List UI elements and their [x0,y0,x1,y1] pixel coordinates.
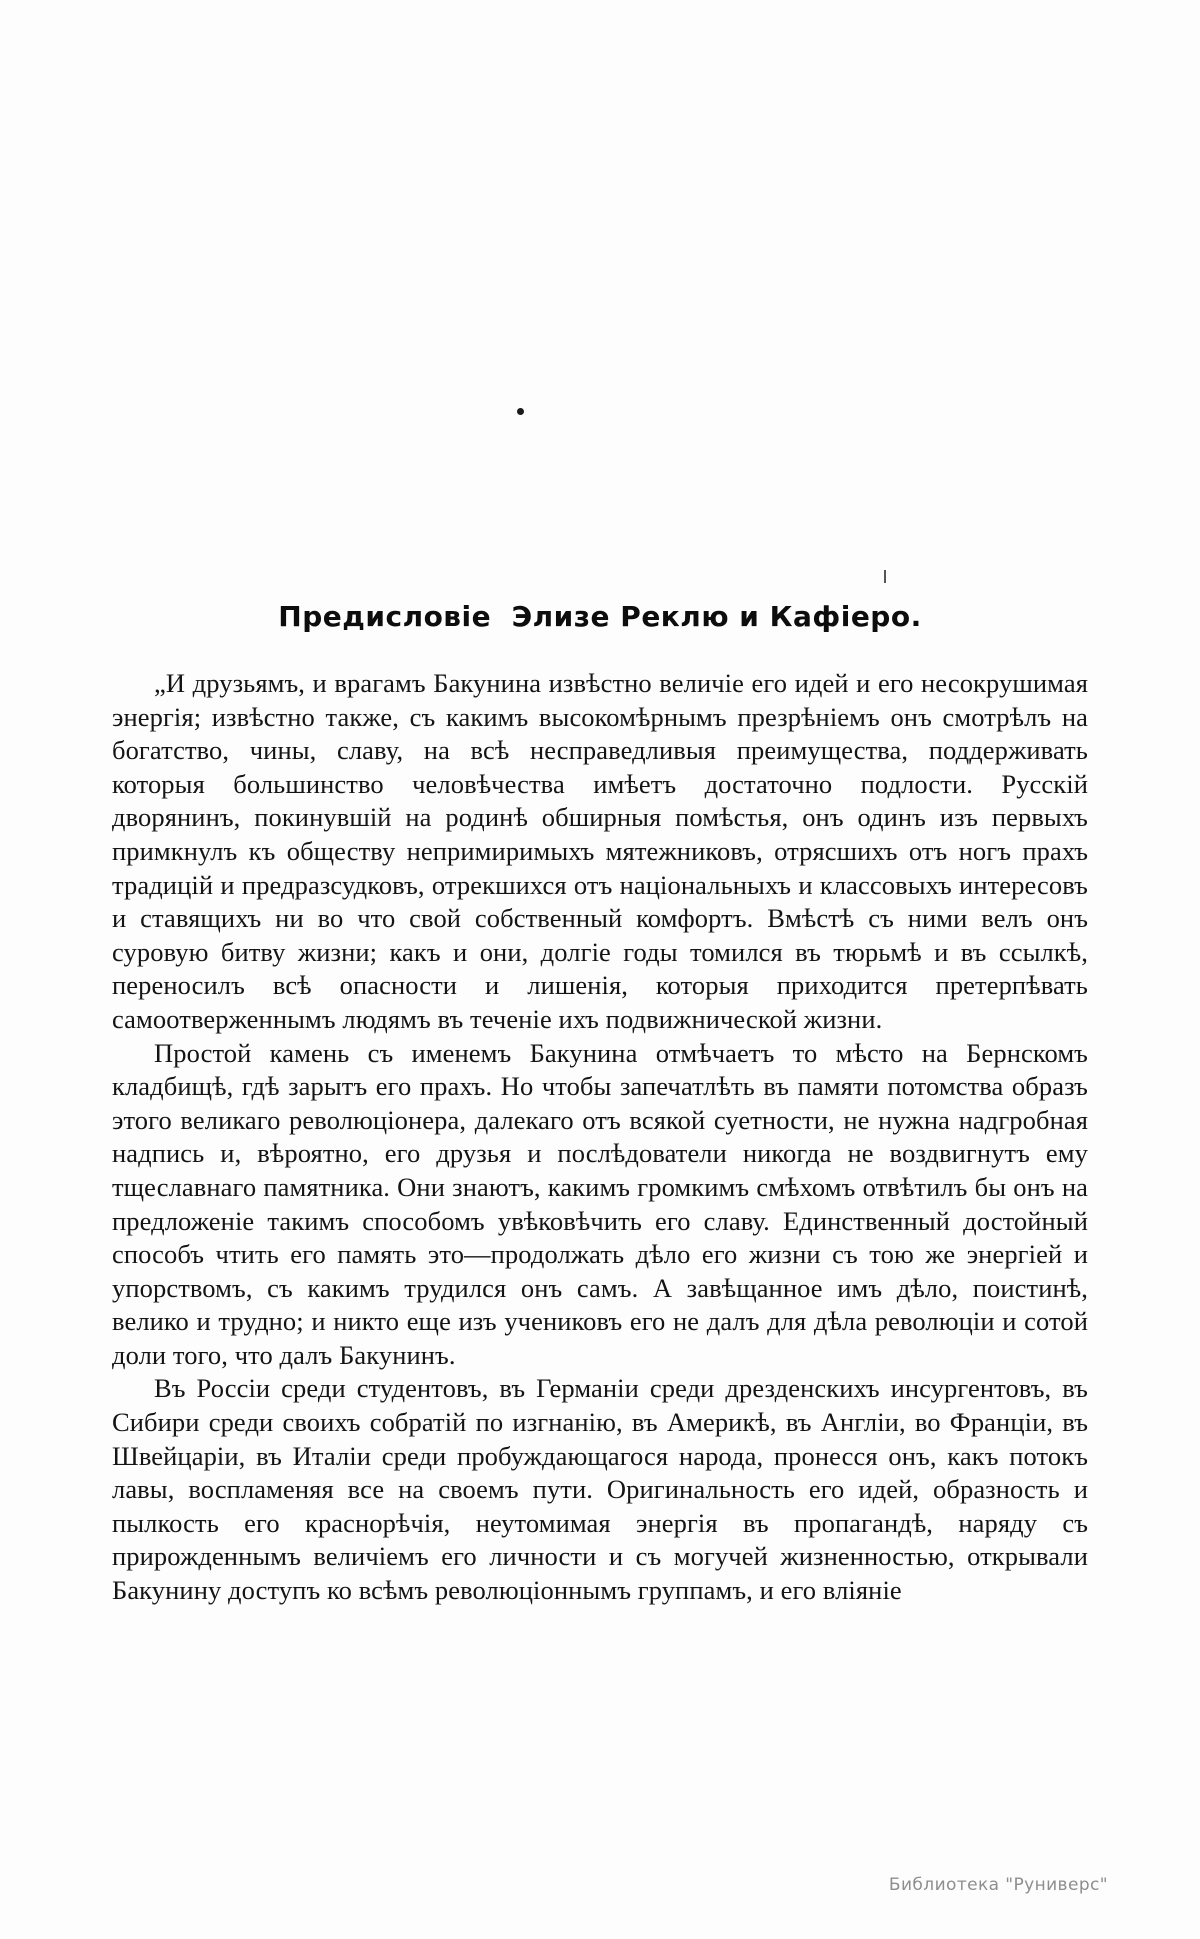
paragraph-text: Простой камень съ именемъ Бакунина отмѣчаетъ то мѣсто на Бернскомъ кладбищѣ, гдѣ зарытъ его прахъ. Но чтобы запечатлѣть въ памяти потомства образъ этого великаго революціонера, далекаго отъ всякой суетности, не нужна надгробная надпись и, вѣроятно, его друзья и послѣдователи никогда не воздвигнутъ ему тщеславнаго памятника. Они знаютъ, какимъ громкимъ смѣхомъ отвѣтилъ бы онъ на предложеніе такимъ способомъ увѣковѣчить его славу. Единственный достойный способъ чтить его память это—продолжать дѣло его жизни съ тою же энергіей и упорствомъ, съ какимъ трудился онъ самъ. А завѣщанное имъ дѣло, поистинѣ, велико и трудно; и никто еще изъ учениковъ его не далъ для дѣла революціи и сотой доли того, что далъ Бакунинъ. [112,1037,1088,1370]
paragraph-2 [112,1037,1088,1373]
page-title: Предисловіе Элизе Реклю и Кафіеро. [278,600,922,633]
paragraph-3 [112,1372,1088,1607]
text-column [112,600,1088,1608]
paragraph-text: „И друзьямъ, и врагамъ Бакунина извѣстно величіе его идей и его несокрушимая энергія; извѣстно также, съ какимъ высокомѣрнымъ презрѣніемъ онъ смотрѣлъ на богатство, чины, славу, на всѣ несправедливыя преимущества, поддерживать которыя большинство человѣчества имѣетъ достаточно подлости. Русскій дворянинъ, покинувшій на родинѣ обширныя помѣстья, онъ одинъ изъ первыхъ примкнулъ къ обществу непримиримыхъ мятежниковъ, отрясшихъ отъ ногъ прахъ традицій и предразсудковъ, отрекшихся отъ національныхъ и классовыхъ интересовъ и ставящихъ ни во что свой собственный комфортъ. Вмѣстѣ съ ними велъ онъ суровую битву жизни; какъ и они, долгіе годы томился въ тюрьмѣ и въ ссылкѣ, переносилъ всѣ опасности и лишенія, которыя приходится претерпѣвать самоотверженнымъ людямъ въ теченіе ихъ подвижнической жизни. [112,668,1088,1034]
paragraph-text: Въ Россіи среди студентовъ, въ Германіи среди дрезденскихъ инсургентовъ, въ Сибири среди своихъ собратій по изгнанію, въ Америкѣ, въ Англіи, во Франціи, въ Швейцаріи, въ Италіи среди пробуждающагося народа, пронесся онъ, какъ потокъ лавы, воспламеняя все на своемъ пути. Оригинальность его идей, образность и пылкость его краснорѣчія, неутомимая энергія въ пропагандѣ, наряду съ прирожденнымъ величіемъ его личности и съ могучей жизненностью, открывали Бакунину доступъ ко всѣмъ революціоннымъ группамъ, и его вліяніе [112,1373,1088,1606]
ink-tick-mark [884,570,886,583]
library-watermark: Библиотека "Руниверс" [888,1875,1108,1895]
ink-dot-mark [517,408,524,415]
paragraph-1 [112,667,1088,1037]
